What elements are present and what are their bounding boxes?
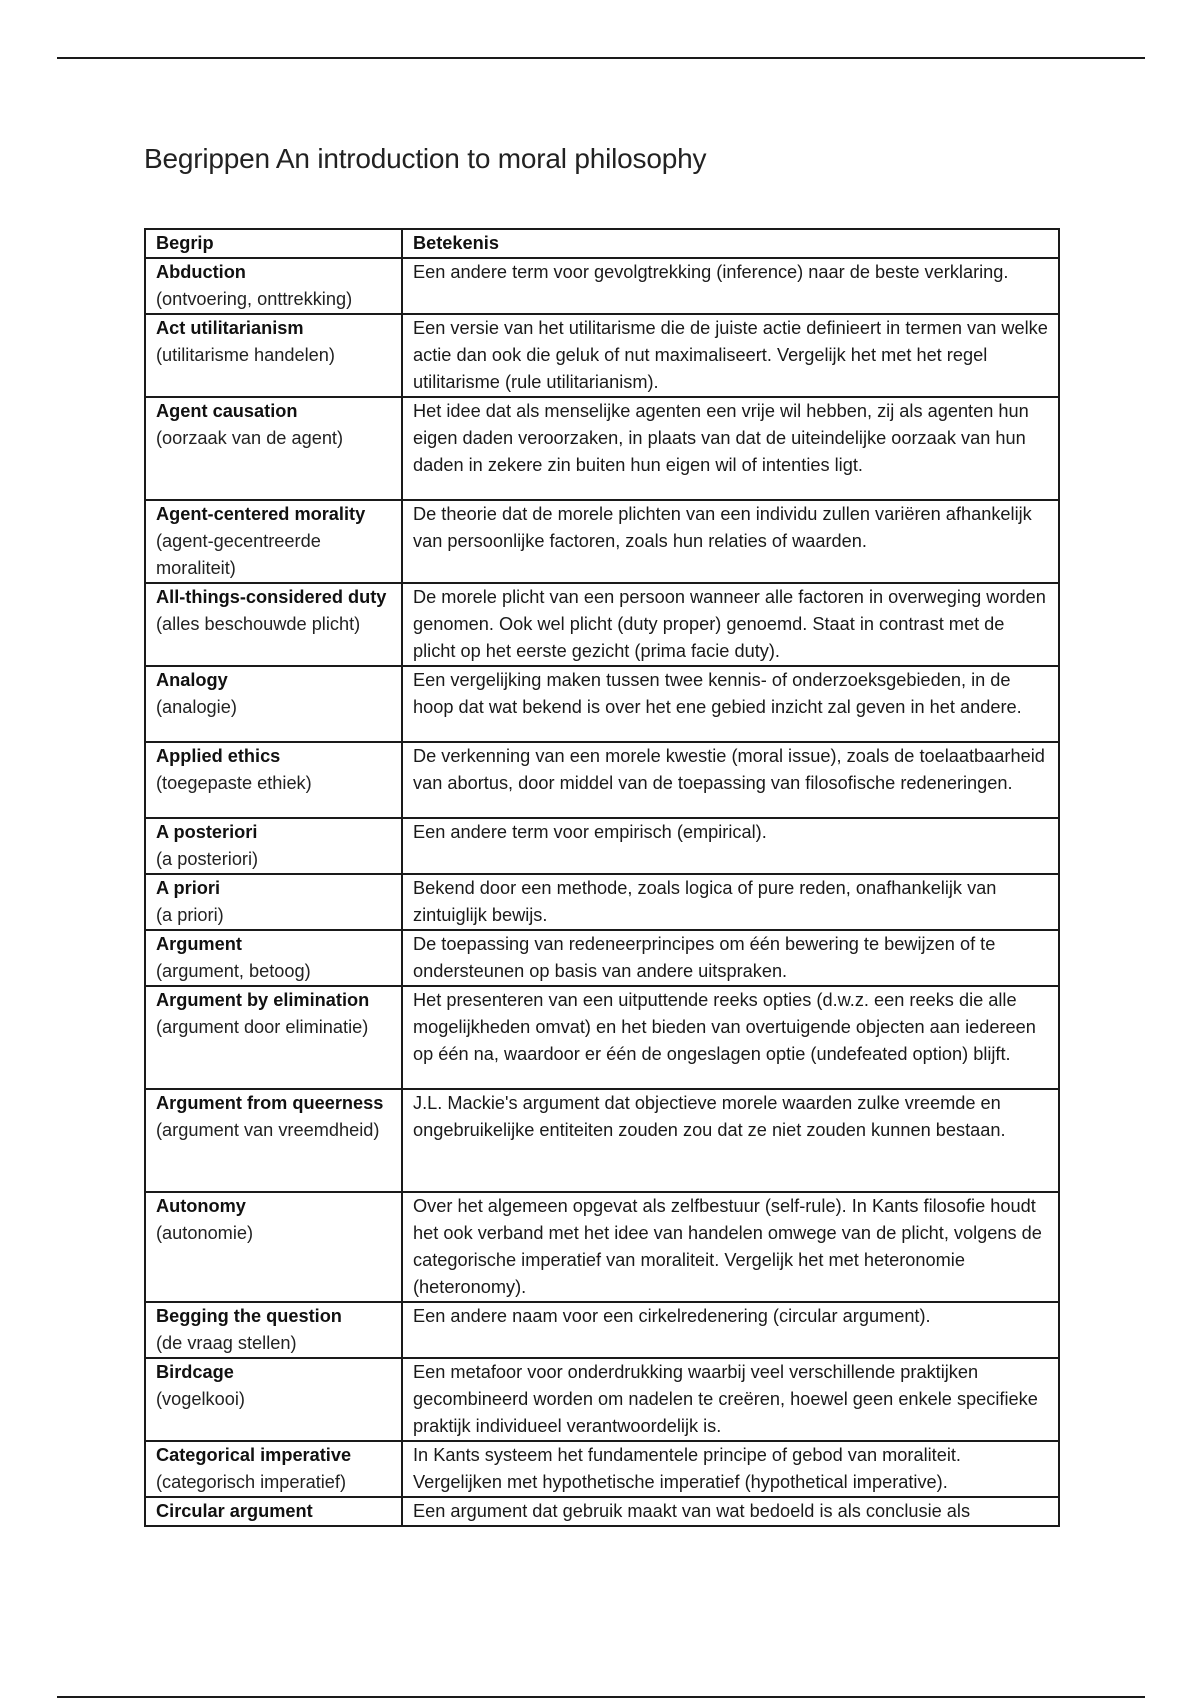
term-cell [145, 986, 402, 1089]
glossary-body [145, 258, 1059, 1526]
term-cell [145, 500, 402, 583]
table-row [145, 1358, 1059, 1441]
term-translation: (toegepaste ethiek) [156, 773, 312, 793]
term-cell [145, 874, 402, 930]
term-translation: (categorisch imperatief) [156, 1472, 347, 1492]
term-label: Agent causation [156, 401, 298, 421]
definition-cell: Een vergelijking maken tussen twee kennis- of onderzoeksgebieden, in de hoop dat wat bekend is over het ene gebied inzicht zal geven in het andere. [402, 666, 1059, 742]
term-translation: (analogie) [156, 697, 237, 717]
table-row [145, 986, 1059, 1089]
term-cell [145, 397, 402, 500]
definition-cell: Een versie van het utilitarisme die de juiste actie definieert in termen van welke actie dan ook die geluk of nut maximaliseert. Vergelijk het met het regel utilitarisme (rule utilitarianism). [402, 314, 1059, 397]
table-row [145, 397, 1059, 500]
term-label: Argument [156, 934, 242, 954]
term-cell [145, 1089, 402, 1192]
definition-cell: J.L. Mackie's argument dat objectieve morele waarden zulke vreemde en ongebruikelijke entiteiten zouden zou dat ze niet zouden kunnen bestaan. [402, 1089, 1059, 1192]
table-row [145, 1302, 1059, 1358]
definition-cell: Bekend door een methode, zoals logica of pure reden, onafhankelijk van zintuiglijk bewijs. [402, 874, 1059, 930]
term-translation: (a posteriori) [156, 849, 259, 869]
term-label: Categorical imperative [156, 1445, 352, 1465]
column-header-term: Begrip [145, 229, 402, 258]
term-cell [145, 1358, 402, 1441]
term-label: Argument from queerness [156, 1093, 384, 1113]
term-translation: (ontvoering, onttrekking) [156, 289, 353, 309]
term-label: A posteriori [156, 822, 258, 842]
table-row [145, 874, 1059, 930]
term-cell [145, 930, 402, 986]
table-row [145, 500, 1059, 583]
term-translation: (autonomie) [156, 1223, 254, 1243]
term-cell [145, 666, 402, 742]
term-translation: (alles beschouwde plicht) [156, 614, 361, 634]
term-label: Applied ethics [156, 746, 281, 766]
definition-cell: Een argument dat gebruik maakt van wat bedoeld is als conclusie als [402, 1497, 1059, 1526]
term-label: Act utilitarianism [156, 318, 304, 338]
term-cell [145, 314, 402, 397]
table-row [145, 1192, 1059, 1302]
term-label: Circular argument [156, 1501, 313, 1521]
top-page-rule [57, 57, 1145, 59]
definition-cell: De verkenning van een morele kwestie (moral issue), zoals de toelaatbaarheid van abortus, door middel van de toepassing van filosofische redeneringen. [402, 742, 1059, 818]
table-row [145, 258, 1059, 314]
term-label: Abduction [156, 262, 246, 282]
definition-cell: Het idee dat als menselijke agenten een vrije wil hebben, zij als agenten hun eigen daden veroorzaken, in plaats van dat de uiteindelijke oorzaak van hun daden in zekere zin buiten hun eigen wil of intenties ligt. [402, 397, 1059, 500]
term-translation: (de vraag stellen) [156, 1333, 297, 1353]
table-row [145, 314, 1059, 397]
term-cell [145, 1497, 402, 1526]
table-row [145, 1497, 1059, 1526]
term-label: Agent-centered morality [156, 504, 366, 524]
definition-cell: Een andere naam voor een cirkelredenering (circular argument). [402, 1302, 1059, 1358]
term-cell [145, 1302, 402, 1358]
term-translation: (utilitarisme handelen) [156, 345, 335, 365]
term-cell [145, 1192, 402, 1302]
term-cell [145, 1441, 402, 1497]
definition-cell: Een metafoor voor onderdrukking waarbij veel verschillende praktijken gecombineerd worden om nadelen te creëren, hoewel geen enkele specifieke praktijk individueel verantwoordelijk is. [402, 1358, 1059, 1441]
glossary-table [144, 228, 1060, 1527]
bottom-page-rule [57, 1696, 1145, 1698]
term-translation: (a priori) [156, 905, 224, 925]
term-label: Begging the question [156, 1306, 342, 1326]
table-row [145, 666, 1059, 742]
term-translation: (argument door eliminatie) [156, 1017, 369, 1037]
definition-cell: Een andere term voor empirisch (empirical). [402, 818, 1059, 874]
term-cell [145, 818, 402, 874]
table-row [145, 818, 1059, 874]
definition-cell: In Kants systeem het fundamentele principe of gebod van moraliteit. Vergelijken met hypothetische imperatief (hypothetical imperative). [402, 1441, 1059, 1497]
table-header-row [145, 229, 1059, 258]
definition-cell: Het presenteren van een uitputtende reeks opties (d.w.z. een reeks die alle mogelijkheden omvat) en het bieden van overtuigende objecten aan iedereen op één na, waardoor er één de ongeslagen optie (undefeated option) blijft. [402, 986, 1059, 1089]
column-header-meaning: Betekenis [402, 229, 1059, 258]
term-cell [145, 258, 402, 314]
term-label: Birdcage [156, 1362, 234, 1382]
term-translation: (argument, betoog) [156, 961, 311, 981]
definition-cell: De theorie dat de morele plichten van een individu zullen variëren afhankelijk van persoonlijke factoren, zoals hun relaties of waarden. [402, 500, 1059, 583]
table-row [145, 742, 1059, 818]
term-translation: (oorzaak van de agent) [156, 428, 344, 448]
table-row [145, 583, 1059, 666]
definition-cell: Over het algemeen opgevat als zelfbestuur (self-rule). In Kants filosofie houdt het ook verband met het idee van handelen omwege van de plicht, volgens de categorische imperatief van moraliteit. Vergelijk het met heteronomie (heteronomy). [402, 1192, 1059, 1302]
definition-cell: Een andere term voor gevolgtrekking (inference) naar de beste verklaring. [402, 258, 1059, 314]
term-cell [145, 583, 402, 666]
term-label: Autonomy [156, 1196, 246, 1216]
term-label: All-things-considered duty [156, 587, 387, 607]
term-translation: (agent-gecentreerde moraliteit) [156, 531, 321, 578]
table-row [145, 930, 1059, 986]
definition-cell: De morele plicht van een persoon wanneer alle factoren in overweging worden genomen. Ook wel plicht (duty proper) genoemd. Staat in contrast met de plicht op het eerste gezicht (prima facie duty). [402, 583, 1059, 666]
table-row [145, 1089, 1059, 1192]
term-translation: (argument van vreemdheid) [156, 1120, 380, 1140]
term-cell [145, 742, 402, 818]
table-row [145, 1441, 1059, 1497]
term-label: Argument by elimination [156, 990, 370, 1010]
document-title: Begrippen An introduction to moral philosophy [144, 143, 707, 174]
term-translation: (vogelkooi) [156, 1389, 245, 1409]
definition-cell: De toepassing van redeneerprincipes om één bewering te bewijzen of te ondersteunen op basis van andere uitspraken. [402, 930, 1059, 986]
term-label: Analogy [156, 670, 228, 690]
term-label: A priori [156, 878, 220, 898]
